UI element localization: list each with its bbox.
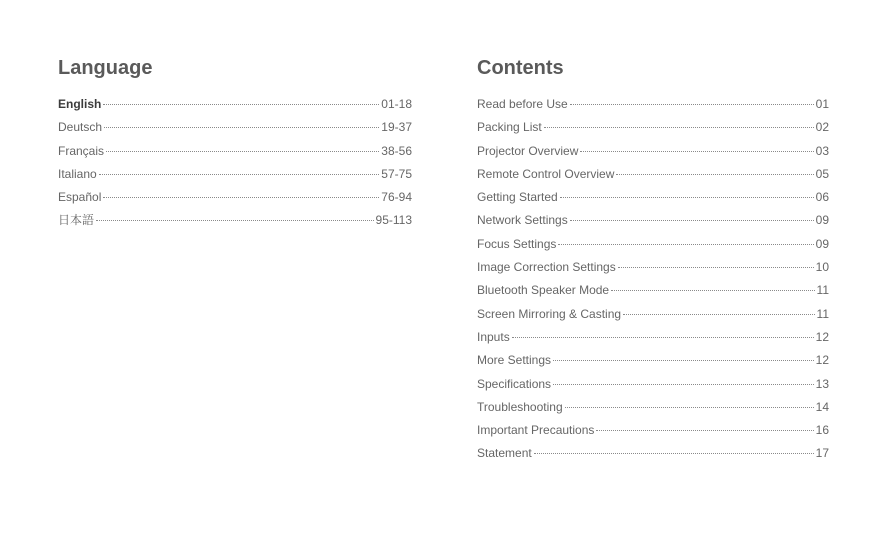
- contents-row-getting-started[interactable]: [477, 186, 829, 209]
- dot-leader: [99, 174, 380, 175]
- contents-label: Specifications: [477, 376, 552, 391]
- language-pages: 95-113: [375, 213, 412, 228]
- contents-page: 09: [815, 236, 829, 251]
- contents-row-packing-list[interactable]: [477, 116, 829, 139]
- contents-row-troubleshooting[interactable]: [477, 396, 829, 419]
- contents-row-network-settings[interactable]: [477, 209, 829, 232]
- dot-leader: [623, 314, 814, 315]
- contents-page: 12: [815, 353, 829, 368]
- dot-leader: [560, 197, 814, 198]
- contents-page: 17: [815, 446, 829, 461]
- contents-row-read-before-use[interactable]: [477, 93, 829, 116]
- language-pages: 57-75: [381, 166, 412, 181]
- language-row-espanol[interactable]: [58, 186, 412, 209]
- contents-page: 11: [816, 306, 829, 321]
- contents-label: Getting Started: [477, 190, 558, 205]
- dot-leader: [544, 127, 814, 128]
- contents-row-statement[interactable]: [477, 442, 829, 465]
- dot-leader: [580, 151, 813, 152]
- contents-row-projector-overview[interactable]: [477, 140, 829, 163]
- dot-leader: [570, 104, 814, 105]
- contents-row-inputs[interactable]: [477, 326, 829, 349]
- language-title: Language: [58, 57, 153, 79]
- contents-page: 06: [815, 190, 829, 205]
- language-row-deutsch[interactable]: [58, 116, 412, 139]
- contents-title: Contents: [477, 57, 564, 79]
- contents-page: 03: [815, 143, 829, 158]
- contents-page: 05: [815, 166, 829, 181]
- language-label: Français: [58, 143, 105, 158]
- contents-page: 13: [815, 376, 829, 391]
- contents-row-remote-control-overview[interactable]: [477, 163, 829, 186]
- dot-leader: [618, 267, 814, 268]
- language-pages: 19-37: [381, 120, 412, 135]
- contents-row-important-precautions[interactable]: [477, 419, 829, 442]
- language-label: Español: [58, 190, 102, 205]
- contents-page: 01: [815, 97, 829, 111]
- contents-label: Focus Settings: [477, 236, 557, 251]
- dot-leader: [553, 384, 814, 385]
- contents-label: Remote Control Overview: [477, 166, 615, 181]
- contents-page: 09: [815, 213, 829, 228]
- contents-page: 16: [815, 423, 829, 438]
- dot-leader: [534, 453, 814, 454]
- language-label: Italiano: [58, 166, 97, 181]
- language-row-english[interactable]: [58, 93, 412, 116]
- dot-leader: [596, 430, 813, 431]
- contents-label: Inputs: [477, 329, 510, 344]
- contents-row-image-correction-settings[interactable]: [477, 256, 829, 279]
- contents-page: 14: [815, 399, 829, 414]
- dot-leader: [553, 360, 814, 361]
- language-label: 日本語: [58, 213, 95, 228]
- dot-leader: [565, 407, 814, 408]
- contents-label: Screen Mirroring & Casting: [477, 306, 622, 321]
- contents-page: 02: [815, 120, 829, 135]
- language-label: English: [58, 97, 102, 111]
- contents-page: 10: [815, 260, 829, 275]
- contents-list: [477, 93, 829, 466]
- contents-label: Troubleshooting: [477, 399, 563, 414]
- language-section: [58, 55, 412, 233]
- contents-label: Statement: [477, 446, 532, 461]
- language-row-japanese[interactable]: [58, 209, 412, 232]
- contents-row-specifications[interactable]: [477, 373, 829, 396]
- dot-leader: [616, 174, 813, 175]
- dot-leader: [103, 104, 379, 105]
- contents-row-focus-settings[interactable]: [477, 233, 829, 256]
- contents-row-more-settings[interactable]: [477, 349, 829, 372]
- language-list: [58, 93, 412, 233]
- language-pages: 01-18: [381, 97, 412, 111]
- contents-page: 12: [815, 329, 829, 344]
- contents-label: Packing List: [477, 120, 542, 135]
- language-pages: 76-94: [381, 190, 412, 205]
- contents-label: Important Precautions: [477, 423, 595, 438]
- language-label: Deutsch: [58, 120, 103, 135]
- contents-row-bluetooth-speaker-mode[interactable]: [477, 279, 829, 302]
- dot-leader: [570, 220, 814, 221]
- dot-leader: [558, 244, 813, 245]
- contents-label: Bluetooth Speaker Mode: [477, 283, 610, 298]
- contents-label: Projector Overview: [477, 143, 579, 158]
- language-row-francais[interactable]: [58, 140, 412, 163]
- contents-section: [477, 55, 829, 466]
- language-row-italiano[interactable]: [58, 163, 412, 186]
- dot-leader: [106, 151, 379, 152]
- contents-label: Image Correction Settings: [477, 260, 616, 275]
- contents-label: More Settings: [477, 353, 552, 368]
- contents-page: 11: [816, 283, 829, 298]
- dot-leader: [104, 127, 379, 128]
- dot-leader: [96, 220, 374, 221]
- language-pages: 38-56: [381, 143, 412, 158]
- dot-leader: [611, 290, 814, 291]
- contents-label: Read before Use: [477, 97, 568, 111]
- contents-row-screen-mirroring-casting[interactable]: [477, 303, 829, 326]
- contents-label: Network Settings: [477, 213, 568, 228]
- dot-leader: [103, 197, 379, 198]
- dot-leader: [512, 337, 814, 338]
